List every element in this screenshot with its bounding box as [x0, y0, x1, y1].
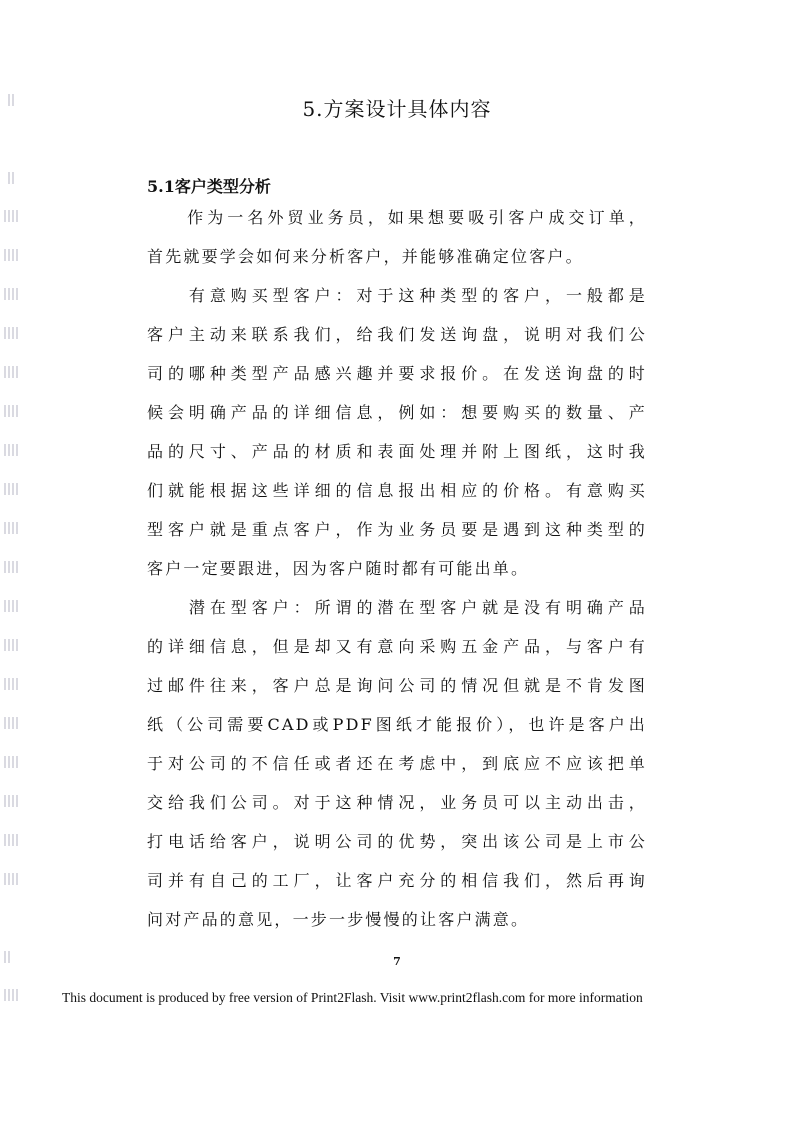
margin-artifact	[4, 834, 18, 846]
margin-artifact	[4, 444, 18, 456]
body-line: 潜在型客户：所谓的潜在型客户就是没有明确产品	[147, 598, 647, 617]
section-heading: 5.1客户类型分析	[147, 177, 271, 196]
body-line: 纸（公司需要CAD或PDF图纸才能报价），也许是客户出	[147, 715, 647, 734]
margin-artifact	[4, 288, 18, 300]
margin-artifact	[4, 483, 18, 495]
body-line: 们就能根据这些详细的信息报出相应的价格。有意购买	[147, 481, 647, 500]
margin-artifact	[4, 717, 18, 729]
margin-artifact	[4, 366, 18, 378]
margin-artifacts	[0, 0, 30, 1010]
margin-artifact	[4, 405, 18, 417]
margin-artifact	[4, 756, 18, 768]
margin-artifact	[4, 873, 18, 885]
body-line: 有意购买型客户：对于这种类型的客户，一般都是	[147, 286, 647, 305]
body-line: 交给我们公司。对于这种情况，业务员可以主动出击，	[147, 793, 647, 812]
margin-artifact	[4, 522, 18, 534]
body-line: 问对产品的意见，一步一步慢慢的让客户满意。	[147, 910, 530, 929]
margin-artifact	[4, 600, 18, 612]
margin-artifact	[4, 327, 18, 339]
margin-artifact	[4, 678, 18, 690]
margin-artifact	[4, 561, 18, 573]
body-line: 客户一定要跟进，因为客户随时都有可能出单。	[147, 559, 530, 578]
margin-artifact	[4, 639, 18, 651]
margin-artifact	[4, 249, 18, 261]
body-line: 候会明确产品的详细信息，例如：想要购买的数量、产	[147, 403, 647, 422]
body-line: 型客户就是重点客户，作为业务员要是遇到这种类型的	[147, 520, 647, 539]
margin-artifact	[8, 172, 14, 184]
margin-artifact	[4, 795, 18, 807]
body-line: 作为一名外贸业务员，如果想要吸引客户成交订单，	[147, 208, 647, 227]
page-number: 7	[393, 955, 401, 968]
body-line: 司并有自己的工厂，让客户充分的相信我们，然后再询	[147, 871, 647, 890]
margin-artifact	[4, 989, 18, 1001]
body-line: 于对公司的不信任或者还在考虑中，到底应不应该把单	[147, 754, 647, 773]
body-line: 打电话给客户，说明公司的优势，突出该公司是上市公	[147, 832, 647, 851]
body-line: 司的哪种类型产品感兴趣并要求报价。在发送询盘的时	[147, 364, 647, 383]
body-line: 的详细信息，但是却又有意向采购五金产品，与客户有	[147, 637, 647, 656]
body-line: 品的尺寸、产品的材质和表面处理并附上图纸，这时我	[147, 442, 647, 461]
body-line: 过邮件往来，客户总是询问公司的情况但就是不肯发图	[147, 676, 647, 695]
chapter-title: 5.方案设计具体内容	[302, 97, 492, 121]
body-line: 客户主动来联系我们，给我们发送询盘，说明对我们公	[147, 325, 647, 344]
margin-artifact	[4, 210, 18, 222]
footer-notice: This document is produced by free version of Print2Flash. Visit www.print2flash.com for more information	[62, 990, 643, 1005]
body-line: 首先就要学会如何来分析客户，并能够准确定位客户。	[147, 247, 584, 266]
